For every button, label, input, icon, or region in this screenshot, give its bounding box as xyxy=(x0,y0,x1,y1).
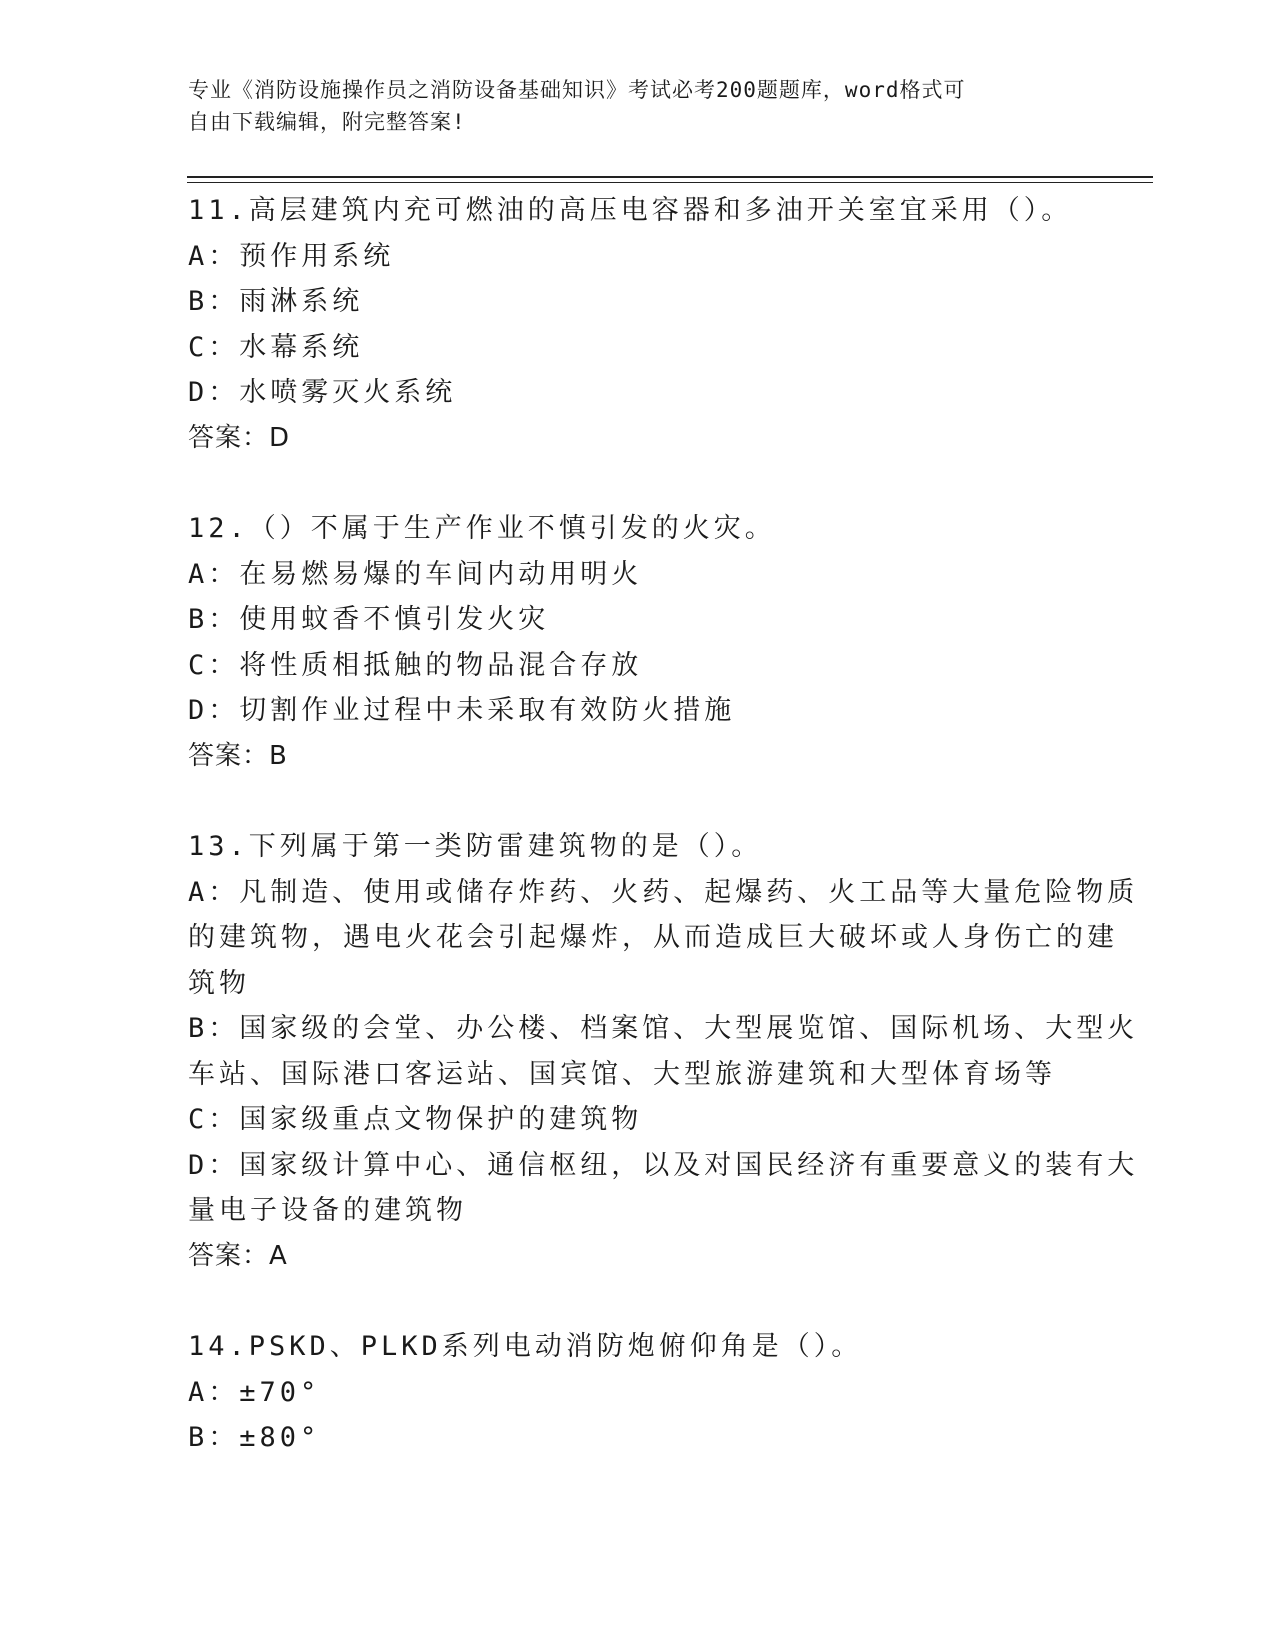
answer-line: 答案：A xyxy=(188,1240,288,1271)
option-b: B：雨淋系统 xyxy=(188,286,364,317)
question-stem: 12.（）不属于生产作业不慎引发的火灾。 xyxy=(188,513,776,544)
option-d xyxy=(188,1143,1139,1234)
option-a-line-1: A：凡制造、使用或储存炸药、火药、起爆药、火工品等大量危险物质 xyxy=(188,876,1139,908)
option-d: D：切割作业过程中未采取有效防火措施 xyxy=(188,695,736,726)
question-stem: 14.PSKD、PLKD系列电动消防炮俯仰角是（）。 xyxy=(188,1331,863,1362)
document-header xyxy=(188,74,1058,138)
option-b: B：±80° xyxy=(188,1422,321,1453)
option-c: C：水幕系统 xyxy=(188,331,364,363)
option-a-line-3: 筑物 xyxy=(188,967,250,999)
header-line-2: 自由下载编辑，附完整答案! xyxy=(188,110,466,134)
option-a-line-2: 的建筑物，遇电火花会引起爆炸，从而造成巨大破坏或人身伤亡的建 xyxy=(188,922,1118,953)
header-line-1: 专业《消防设施操作员之消防设备基础知识》考试必考200题题库，word格式可 xyxy=(188,78,966,102)
option-c: C：将性质相抵触的物品混合存放 xyxy=(188,649,643,681)
option-c xyxy=(188,1097,1088,1143)
option-b: B：使用蚊香不慎引发火灾 xyxy=(188,604,550,635)
option-c-line-1: C：国家级重点文物保护的建筑物 xyxy=(188,1104,643,1135)
question-stem: 13.下列属于第一类防雷建筑物的是（）。 xyxy=(188,831,763,862)
question-list xyxy=(188,188,1139,1461)
header-rule-thick xyxy=(187,176,1153,178)
option-d: D：水喷雾灭火系统 xyxy=(188,377,457,408)
option-d-line-2: 量电子设备的建筑物 xyxy=(188,1195,467,1226)
option-b-line-1: B：国家级的会堂、办公楼、档案馆、大型展览馆、国际机场、大型火 xyxy=(188,1013,1139,1044)
option-b xyxy=(188,1006,1139,1097)
option-b-line-2: 车站、国际港口客运站、国宾馆、大型旅游建筑和大型体育场等 xyxy=(188,1058,1056,1090)
option-d-line-1: D：国家级计算中心、通信枢纽，以及对国民经济有重要意义的装有大 xyxy=(188,1149,1139,1181)
answer-line: 答案：B xyxy=(188,740,288,771)
option-a xyxy=(188,870,1139,1007)
header-rule-thin xyxy=(187,182,1153,183)
answer-line: 答案：D xyxy=(188,422,291,453)
question-stem: 11.高层建筑内充可燃油的高压电容器和多油开关室宜采用（）。 xyxy=(188,195,1073,226)
option-a: A：±70° xyxy=(188,1376,321,1408)
option-a: A：预作用系统 xyxy=(188,240,395,272)
option-a: A：在易燃易爆的车间内动用明火 xyxy=(188,558,643,590)
